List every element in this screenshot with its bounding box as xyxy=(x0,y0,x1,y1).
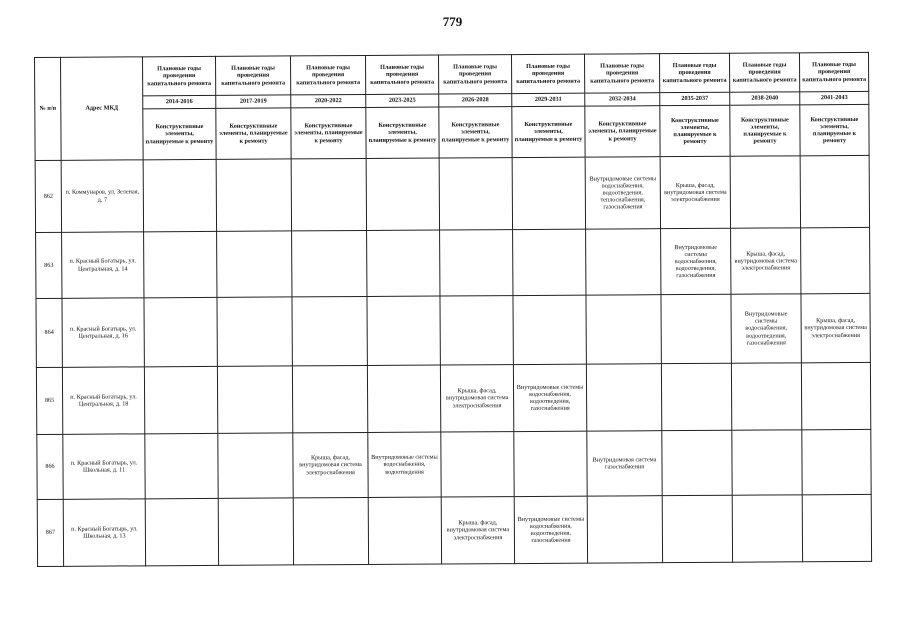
table-row xyxy=(36,293,870,367)
period-title: Плановые годы проведения капитального ремонта xyxy=(438,55,511,94)
repair-cell xyxy=(292,365,367,432)
repair-cell xyxy=(440,230,513,296)
header-row-titles xyxy=(35,52,869,96)
table-row xyxy=(36,227,870,298)
repair-cell: Внутридомовые системы водоснабжения, водоотведения, газоснабжения xyxy=(514,496,587,563)
period-years: 2041-2043 xyxy=(800,91,869,104)
period-title: Плановые годы проведения капитального ремонта xyxy=(729,53,799,92)
repair-cell: Крыша, фасад, внутридомовая система электроснабжения xyxy=(293,432,368,497)
period-years: 2014-2016 xyxy=(143,95,216,108)
period-years: 2017-2019 xyxy=(216,95,291,108)
repair-cell xyxy=(292,296,367,365)
repair-cell xyxy=(587,496,662,563)
repair-cell: Крыша, фасад, внутридомовая система электроснабжения xyxy=(440,365,513,432)
table-row xyxy=(35,155,869,232)
repair-cell: Внутридомовые системы водоснабжения, водоотведения, газоснабжения xyxy=(513,364,586,431)
row-address: п. Красный Богатырь, ул. Центральная, д. 18 xyxy=(62,367,144,434)
capital-repair-plan-table xyxy=(34,52,872,567)
row-number: 863 xyxy=(36,232,62,298)
row-number: 866 xyxy=(37,434,63,499)
elements-header: Конструктивные элементы, планируемые к ремонту xyxy=(512,106,585,157)
period-years: 2026-2028 xyxy=(439,94,512,107)
period-years: 2020-2022 xyxy=(291,94,366,107)
repair-cell xyxy=(440,296,513,365)
elements-header: Конструктивные элементы, планируемые к ремонту xyxy=(730,105,800,156)
repair-cell xyxy=(145,433,218,498)
repair-cell: Внутридомовые системы водоснабжения, водоотведения, теплоснабжения, газоснабжения xyxy=(585,157,660,229)
repair-cell: Крыша, фасад, внутридомовая система электроснабжения xyxy=(801,293,870,362)
repair-cell xyxy=(586,364,661,431)
repair-cell xyxy=(367,296,440,365)
header-row-elements xyxy=(35,104,869,160)
period-title: Плановые годы проведения капитального ремонта xyxy=(365,55,438,94)
table-row xyxy=(37,494,871,566)
period-title: Плановые годы проведения капитального ремонта xyxy=(511,54,584,93)
page-number: 779 xyxy=(442,14,463,29)
row-number: 864 xyxy=(36,298,62,367)
period-years: 2032-2034 xyxy=(585,93,660,106)
row-address: п. Красный Богатырь, ул. Школьная, д. 11 xyxy=(63,434,145,499)
elements-header: Конструктивные элементы, планируемые к ремонту xyxy=(439,107,512,158)
repair-cell xyxy=(217,366,292,433)
repair-cell xyxy=(291,158,366,230)
repair-cell xyxy=(731,363,801,430)
repair-cell xyxy=(368,497,441,564)
elements-header: Конструктивные элементы, планируемые к ремонту xyxy=(291,107,366,158)
repair-cell xyxy=(513,295,586,364)
repair-cell xyxy=(217,231,292,297)
row-address: п. Красный Богатырь, ул. Школьная, д. 13 xyxy=(63,499,145,566)
period-years: 2035-2037 xyxy=(660,92,730,105)
period-title: Плановые годы проведения капитального ремонта xyxy=(215,56,290,95)
row-address: п. Коммунаров, ул. Зеленая, д. 7 xyxy=(61,160,143,232)
period-years: 2029-2031 xyxy=(512,93,585,106)
table-row xyxy=(36,362,870,434)
repair-cell xyxy=(730,156,800,228)
repair-cell: Внутридомовая система газоснабжения xyxy=(587,431,662,496)
period-title: Плановые годы проведения капитального ремонта xyxy=(799,52,868,91)
period-title: Плановые годы проведения капитального ремонта xyxy=(143,56,216,95)
repair-cell: Крыша, фасад, внутридомовая система электроснабжения xyxy=(660,156,730,228)
table-row xyxy=(37,429,871,499)
elements-header: Конструктивные элементы, планируемые к ремонту xyxy=(143,108,216,159)
elements-header: Конструктивные элементы, планируемые к ремонту xyxy=(585,106,660,157)
repair-cell xyxy=(439,158,512,230)
repair-cell xyxy=(661,363,731,430)
repair-cell xyxy=(513,229,586,295)
column-header-address: Адрес МКД xyxy=(61,57,144,160)
row-number: 862 xyxy=(35,160,61,232)
repair-cell xyxy=(441,432,514,497)
repair-cell xyxy=(801,227,870,293)
repair-cell xyxy=(293,497,368,564)
repair-cell xyxy=(586,295,661,364)
repair-cell xyxy=(514,431,587,496)
repair-cell xyxy=(144,231,217,297)
elements-header: Конструктивные элементы, планируемые к ремонту xyxy=(366,107,439,158)
repair-cell: Внутридомовые системы водоснабжения, водоотведения, газоснабжения xyxy=(661,228,731,294)
repair-cell xyxy=(145,498,218,565)
row-address: п. Красный Богатырь, ул. Центральная, д. 14 xyxy=(62,232,144,298)
repair-cell xyxy=(366,158,439,230)
period-title: Плановые годы проведения капитального ремонта xyxy=(659,53,729,92)
repair-cell xyxy=(661,294,731,363)
repair-cell xyxy=(367,365,440,432)
repair-cell xyxy=(732,495,802,562)
repair-cell xyxy=(144,297,217,366)
elements-header: Конструктивные элементы, планируемые к ремонту xyxy=(800,104,869,155)
repair-cell xyxy=(217,297,292,366)
repair-cell xyxy=(367,230,440,296)
repair-cell xyxy=(144,366,217,433)
row-number: 865 xyxy=(36,367,62,434)
repair-cell: Внутридомовые системы водоснабжения, водоотведения xyxy=(368,432,441,497)
repair-cell xyxy=(800,155,869,227)
repair-cell xyxy=(662,430,732,495)
repair-cell: Внутридомовые системы водоснабжения, водоотведения, газоснабжения xyxy=(731,294,801,363)
repair-cell xyxy=(512,157,585,229)
period-title: Плановые годы проведения капитального ремонта xyxy=(584,54,659,93)
repair-cell xyxy=(732,430,802,495)
repair-cell xyxy=(802,429,871,494)
repair-cell xyxy=(801,362,870,429)
repair-cell xyxy=(292,230,367,296)
period-years: 2023-2025 xyxy=(366,94,439,107)
row-address: п. Красный Богатырь, ул. Центральная, д. 16 xyxy=(62,298,144,367)
repair-cell: Крыша, фасад, внутридомовая система электроснабжения xyxy=(441,497,514,564)
column-header-number: № п/п xyxy=(35,57,62,160)
repair-cell xyxy=(218,433,293,498)
repair-cell xyxy=(143,159,216,231)
repair-cell xyxy=(586,229,661,295)
repair-cell xyxy=(218,498,293,565)
row-number: 867 xyxy=(37,499,63,566)
period-years: 2038-2040 xyxy=(730,92,800,105)
repair-cell xyxy=(802,494,871,561)
elements-header: Конструктивные элементы, планируемые к ремонту xyxy=(216,108,291,159)
repair-cell xyxy=(216,159,291,231)
repair-cell: Крыша, фасад, внутридомовая система электроснабжения xyxy=(731,228,801,294)
elements-header: Конструктивные элементы, планируемые к ремонту xyxy=(660,105,730,156)
period-title: Плановые годы проведения капитального ремонта xyxy=(290,55,365,94)
repair-cell xyxy=(662,495,732,562)
